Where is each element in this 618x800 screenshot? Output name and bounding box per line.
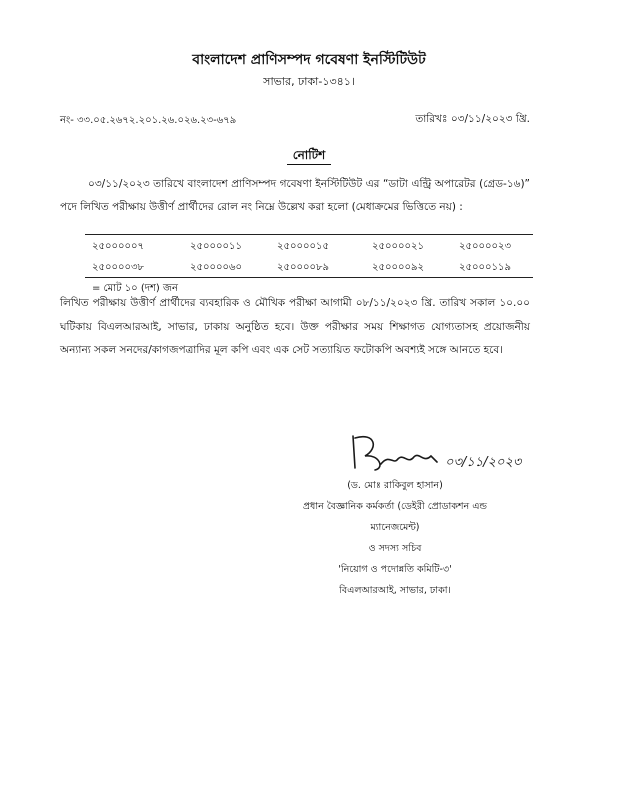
signatory-designation-cont: ম্যানেজমেন্ট) [370, 522, 420, 533]
institute-address: সাভার, ঢাকা-১৩৪১। [263, 75, 355, 88]
roll-number: ২৫০০০০৩৮ [92, 262, 144, 273]
signatory-committee: 'নিয়োগ ও পদোন্নতি কমিটি-৩' [338, 564, 452, 575]
roll-table-bottom-rule [85, 277, 533, 278]
roll-number: ২৫০০০০৬০ [190, 262, 243, 273]
handwritten-signature [345, 428, 545, 478]
signatory-name: (ড. মোঃ রাকিবুল হাসান) [347, 480, 443, 491]
roll-number: ২৫০০০১১৯ [459, 262, 511, 273]
signatory-org: বিএলআরআই, সাভার, ঢাকা। [339, 585, 451, 596]
roll-table-top-rule [85, 234, 533, 235]
roll-number: ২৫০০০০২১ [372, 241, 424, 252]
roll-number: ২৫০০০০২৩ [459, 241, 512, 252]
roll-total: = মোট ১০ (দশ) জন [92, 283, 178, 294]
notice-intro-paragraph: ০৩/১১/২০২৩ তারিখে বাংলাদেশ প্রাণিসম্পদ গবেষণা ইনস্টিটিউট এর “ডাটা এন্ট্রি অপারেটর (গ্রেড-১৬)” পদে লিখিত পরীক্ষায় উত্তীর্ণ প্রার্থীদের রোল নং নিম্নে উল্লেখ করা হলো (মেধাক্রমের ভিত্তিতে নয়) : [60, 178, 530, 213]
signatory-role: ও সদস্য সচিব [368, 543, 422, 554]
handwritten-date: ০৩/১১/২০২৩ [445, 455, 522, 470]
institute-title: বাংলাদেশ প্রাণিসম্পদ গবেষণা ইনস্টিটিউট [192, 52, 426, 68]
notice-body-paragraph: লিখিত পরীক্ষায় উত্তীর্ণ প্রার্থীদের ব্যবহারিক ও মৌখিক পরীক্ষা আগামী ০৮/১১/২০২৩ খ্রি. তারিখ সকাল ১০.০০ ঘটিকায় বিএলআরআই, সাভার, ঢাকায় অনুষ্ঠিত হবে। উক্ত পরীক্ষার সময় শিক্ষাগত যোগ্যতাসহ প্রয়োজনীয় অন্যান্য সকল সনদের/কাগজপত্রাদির মূল কপি এবং এক সেট সত্যায়িত ফটোকপি অবশ্যই সঙ্গে আনতে হবে। [60, 297, 530, 356]
roll-number: ২৫০০০০১৫ [277, 241, 329, 252]
roll-number: ২৫০০০০১১ [190, 241, 242, 252]
memo-date: তারিখঃ ০৩/১১/২০২৩ খ্রি. [415, 113, 530, 125]
roll-number: ২৫০০০০৮৯ [277, 262, 329, 273]
signatory-designation: প্রধান বৈজ্ঞানিক কর্মকর্তা (ডেইরী প্রোডাকশন এন্ড [302, 501, 488, 512]
notice-heading: নোটিশ [292, 148, 326, 162]
signatory-block [280, 475, 510, 601]
memo-number: নং- ৩৩.০৫.২৬৭২.২০১.২৬.০২৬.২৩-৬৭৯ [60, 115, 237, 126]
roll-number: ২৫০০০০৯২ [372, 262, 424, 273]
notice-heading-underline [287, 164, 331, 165]
roll-number: ২৫০০০০০৭ [92, 241, 145, 252]
